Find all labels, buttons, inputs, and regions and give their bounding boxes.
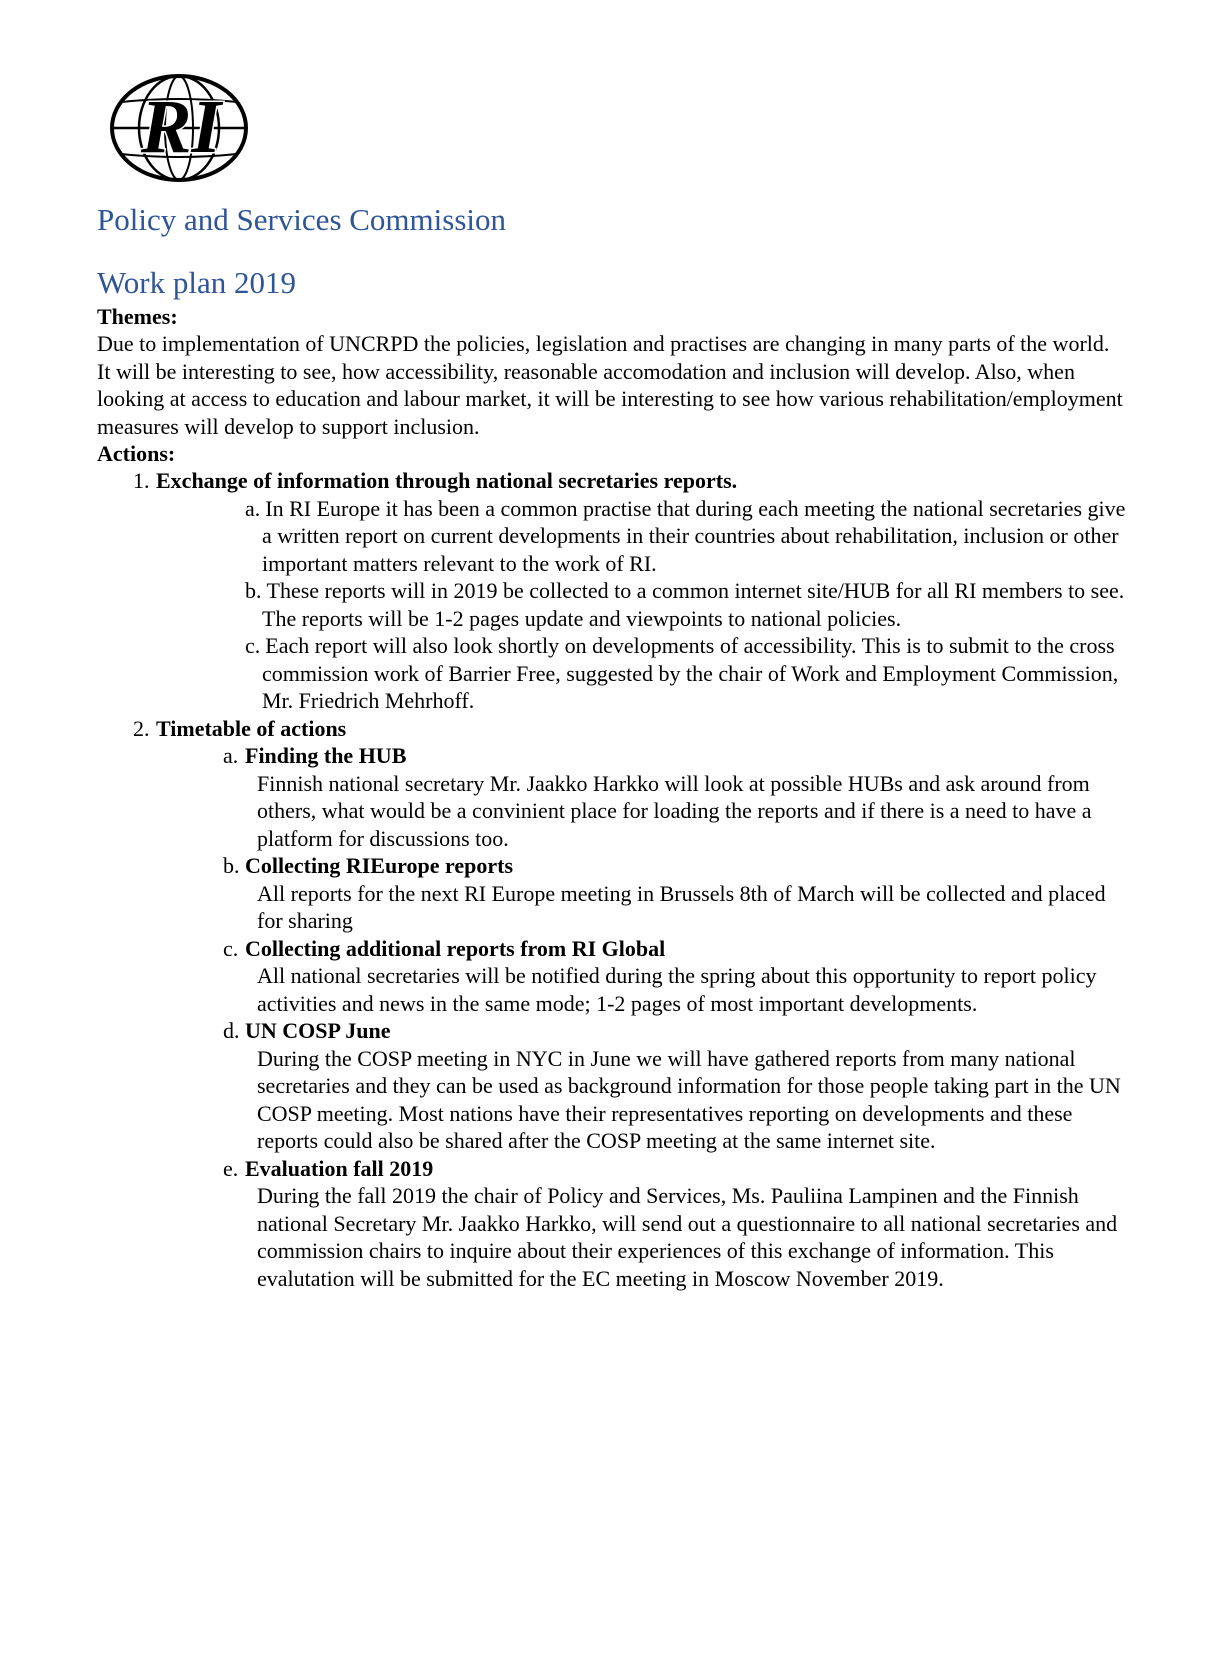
list-item (223, 495, 1127, 578)
item-letter: a. (245, 495, 261, 521)
action-number: 1. (133, 468, 150, 493)
item-letter: c. (245, 633, 261, 658)
item-text: Each report will also look shortly on developments of accessibility. This is to submit to the cross commission work of Barrier Free, suggested by the chair of Work and Employment Commission, Mr. Friedrich Mehrhoff. (262, 633, 1119, 713)
item-text: During the COSP meeting in NYC in June we will have gathered reports from many national secretaries and they can be used as background information for those people taking part in the UN COSP meeting. Most nations have their representatives reporting on developments and these reports could also be shared after the COSP meeting at the same internet site. (257, 1045, 1121, 1153)
sub-list (156, 742, 1127, 1292)
list-item (223, 1155, 1127, 1293)
action-item (97, 467, 1127, 715)
item-letter: e. (223, 1155, 239, 1181)
item-text: During the fall 2019 the chair of Policy and Services, Ms. Pauliina Lampinen and the Finnish national Secretary Mr. Jaakko Harkko, will send out a questionnaire to all national secretaries and commission chairs to inquire about their experiences of this exchange of information. This evalutation will be submitted for the EC meeting in Moscow November 2019. (257, 1183, 1118, 1291)
action-title: Timetable of actions (156, 715, 347, 741)
item-text: All reports for the next RI Europe meeting in Brussels 8th of March will be collected and placed for sharing (257, 880, 1106, 933)
item-letter: a. (223, 743, 239, 768)
item-letter: b. (223, 853, 240, 878)
document-subtitle: Work plan 2019 (97, 265, 296, 300)
item-letter: d. (223, 1018, 240, 1043)
list-item (223, 742, 1127, 852)
list-item (223, 632, 1127, 715)
item-title: Collecting additional reports from RI Global (245, 935, 666, 961)
sub-list (156, 495, 1127, 715)
action-number: 2. (133, 715, 150, 741)
document-title: Policy and Services Commission (97, 202, 507, 237)
document-body (97, 200, 1127, 1292)
item-title: UN COSP June (245, 1018, 391, 1043)
item-text: Finnish national secretary Mr. Jaakko Harkko will look at possible HUBs and ask around from others, what would be a convinient place for loading the reports and if there is a need to have a platform for discussions too. (257, 770, 1092, 851)
globe-logo-icon (107, 70, 252, 185)
list-item (223, 1017, 1127, 1155)
item-text: All national secretaries will be notified during the spring about this opportunity to report policy activities and news in the same mode; 1-2 pages of most important developments. (257, 963, 1097, 1016)
actions-list (97, 467, 1127, 1292)
item-text: In RI Europe it has been a common practise that during each meeting the national secretaries give a written report on current developments in their countries about rehabilitation, inclusion or other important matters relevant to the work of RI. (262, 495, 1126, 576)
list-item (223, 852, 1127, 935)
list-item (223, 935, 1127, 1018)
themes-label: Themes: (97, 304, 178, 329)
actions-label: Actions: (97, 441, 176, 466)
item-letter: c. (223, 935, 239, 961)
action-title: Exchange of information through national secretaries reports. (156, 468, 738, 493)
themes-paragraph: Due to implementation of UNCRPD the policies, legislation and practises are changing in many parts of the world. It will be interesting to see, how accessibility, reasonable accomodation and inclusion will develop. Also, when looking at access to education and labour market, it will be interesting to see how various rehabilitation/employment measures will develop to support inclusion. (97, 331, 1123, 439)
logo-lettering: RI (140, 85, 222, 169)
action-item (97, 715, 1127, 1293)
item-letter: b. (245, 578, 262, 603)
ri-globe-logo (107, 70, 252, 185)
item-title: Evaluation fall 2019 (245, 1155, 434, 1181)
item-text: These reports will in 2019 be collected to a common internet site/HUB for all RI members to see. The reports will be 1-2 pages update and viewpoints to national policies. (262, 578, 1125, 631)
item-title: Collecting RIEurope reports (245, 853, 514, 878)
list-item (223, 577, 1127, 632)
item-title: Finding the HUB (245, 743, 407, 768)
